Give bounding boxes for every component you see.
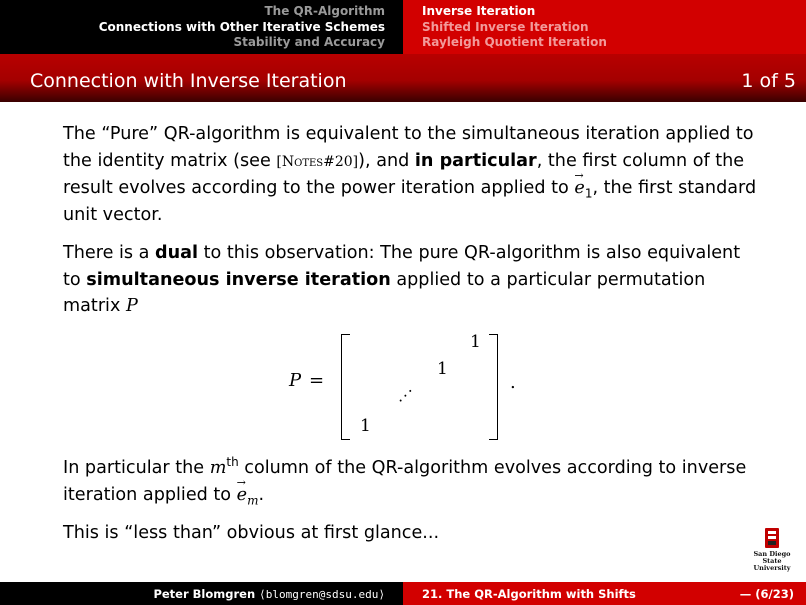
nav-link-qr-algorithm[interactable]: The QR-Algorithm (264, 4, 385, 18)
frame-title-bar (0, 54, 806, 102)
text-span: In particular the (63, 458, 210, 478)
sdsu-logo (747, 527, 797, 572)
frame-title: Connection with Inverse Iteration (30, 70, 347, 92)
nav-link-rayleigh[interactable]: Rayleigh Quotient Iteration (422, 35, 607, 49)
logo-line: San Diego State (753, 550, 791, 565)
logo-wordmark (747, 551, 797, 572)
top-navigation (0, 0, 806, 54)
footer-author (153, 587, 385, 601)
text-span: to this observation: The pure QR-algorithm is also equivalent to (63, 243, 741, 290)
bold-text: simultaneous inverse iteration (86, 269, 391, 290)
footer-right (403, 582, 806, 605)
author-name: Peter Blomgren (153, 587, 256, 601)
nav-link-stability[interactable]: Stability and Accuracy (233, 35, 385, 49)
paragraph-less-than-obvious: This is “less than” obvious at first glance... (63, 523, 440, 543)
left-bracket (341, 334, 350, 440)
matrix-period: . (510, 372, 516, 393)
notes-reference-link[interactable]: [Notes#20] (276, 153, 359, 170)
permutation-matrix-equation (280, 330, 540, 442)
nav-sections-list (99, 4, 385, 51)
text-span: ), and (358, 150, 415, 171)
bold-text: dual (155, 243, 199, 263)
footer-left (0, 582, 403, 605)
footer-page-number: — (6/23) (739, 587, 794, 601)
text-span: , the first standard unit vector. (63, 178, 757, 225)
vector-subscript: 1 (584, 186, 593, 201)
math-variable: P (125, 296, 138, 316)
text-span: There is a (63, 243, 156, 263)
paragraph-pure-qr (63, 121, 763, 228)
nav-subsections-panel (403, 0, 806, 54)
vector-e1 (574, 175, 584, 202)
superscript: th (226, 455, 239, 470)
vector-em (237, 482, 247, 509)
anti-diagonal-dots: ... (389, 378, 417, 406)
vector-symbol: e (574, 178, 585, 198)
matrix-entry: 1 (437, 359, 448, 379)
footer-lecture-title: 21. The QR-Algorithm with Shifts (422, 587, 636, 601)
matrix-lhs: P (289, 370, 302, 391)
nav-link-connections[interactable]: Connections with Other Iterative Schemes (98, 19, 385, 34)
frame-counter: 1 of 5 (741, 70, 796, 92)
logo-line: University (753, 564, 791, 572)
text-span: . (258, 484, 265, 505)
paragraph-dual (63, 240, 763, 320)
matrix-entry: 1 (360, 416, 371, 436)
nav-link-shifted-inverse[interactable]: Shifted Inverse Iteration (422, 19, 589, 34)
vector-symbol: e (236, 484, 248, 505)
bold-text: in particular (414, 150, 537, 171)
right-bracket (489, 334, 498, 440)
text-span: The “Pure” QR-algorithm is equivalent to the simultaneous iteration applied to the identity matrix (see (63, 124, 754, 171)
nav-link-inverse-iteration[interactable]: Inverse Iteration (422, 4, 536, 18)
matrix-entry: 1 (470, 332, 481, 352)
footer-bar (0, 582, 806, 605)
nav-subsections-list (422, 4, 607, 51)
text-span: applied to a particular permutation matrix (63, 269, 706, 316)
sdsu-emblem-icon (747, 527, 797, 551)
text-span: column of the QR-algorithm evolves according to inverse iteration applied to (63, 458, 747, 505)
math-variable: m (209, 458, 227, 478)
text-span: , the first column of the result evolves according to the power iteration applied to (63, 150, 745, 198)
equals-sign: = (309, 370, 325, 391)
paragraph-mth-column (63, 455, 763, 508)
author-email: ⟨blomgren@sdsu.edu⟩ (259, 588, 385, 601)
vector-subscript: m (247, 493, 259, 508)
nav-sections-panel (0, 0, 403, 54)
